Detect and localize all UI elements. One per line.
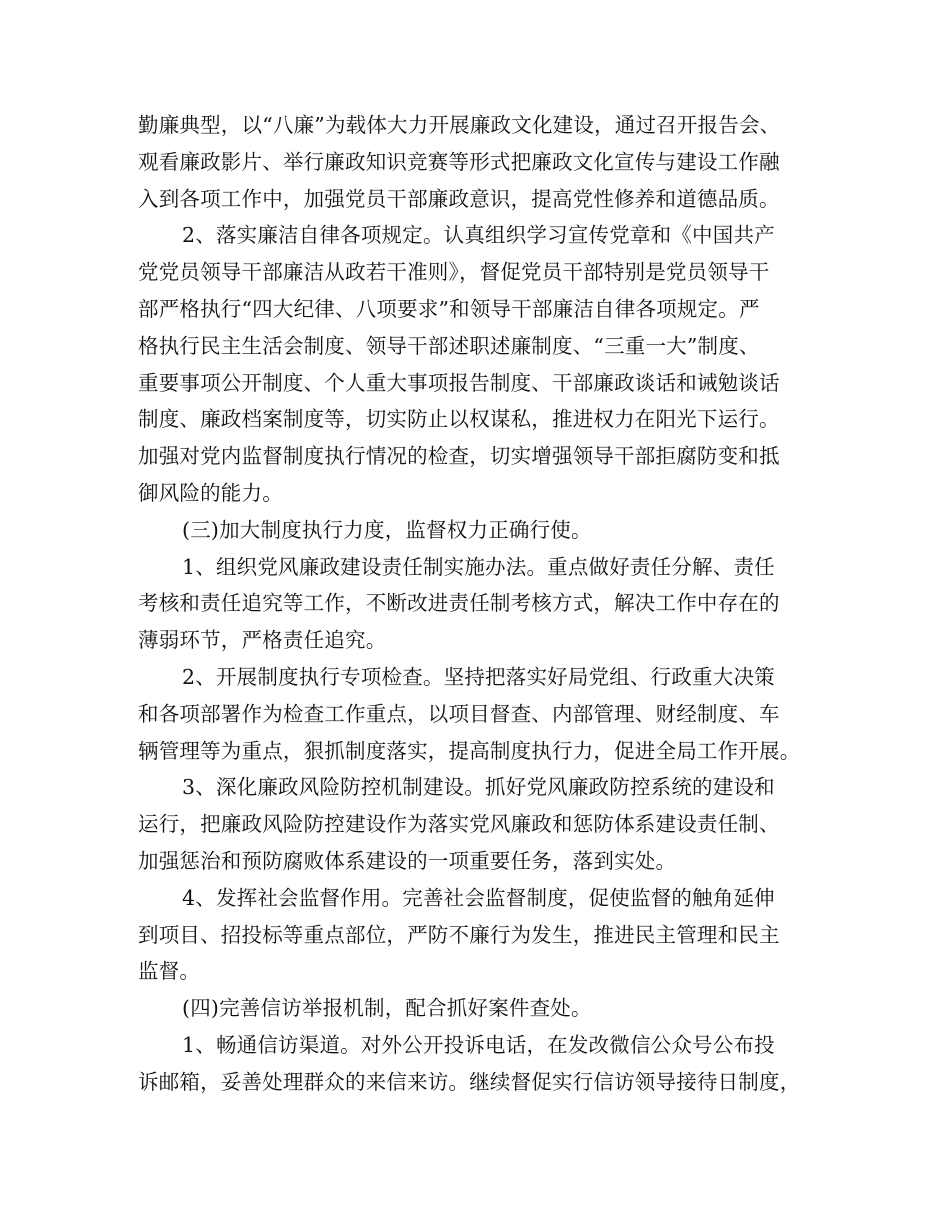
text-line-17: 和各项部署作为检查工作重点，以项目督查、内部管理、财经制度、车 bbox=[138, 701, 780, 726]
text-line-22: 4、发挥社会监督作用。完善社会监督制度，促使监督的触角延伸 bbox=[182, 885, 775, 910]
text-line-14: 考核和责任追究等工作，不断改进责任制考核方式，解决工作中存在的 bbox=[138, 591, 780, 616]
text-line-8: 重要事项公开制度、个人重大事项报告制度、干部廉政谈话和诫勉谈话 bbox=[138, 370, 780, 395]
text-line-1: 勤廉典型，以“八廉”为载体大力开展廉政文化建设，通过召开报告会、 bbox=[138, 113, 781, 137]
text-line-19: 3、深化廉政风险防控机制建设。抓好党风廉政防控系统的建设和 bbox=[182, 775, 775, 800]
text-line-2: 观看廉政影片、举行廉政知识竞赛等形式把廉政文化宣传与建设工作融 bbox=[138, 149, 780, 174]
text-line-26: 1、畅通信访渠道。对外公开投诉电话，在发改微信公众号公布投 bbox=[182, 1032, 775, 1057]
text-line-5: 党党员领导干部廉洁从政若干准则》，督促党员干部特别是党员领导干 bbox=[138, 260, 770, 285]
text-line-9: 制度、廉政档案制度等，切实防止以权谋私，推进权力在阳光下运行。 bbox=[138, 407, 780, 432]
text-line-24: 监督。 bbox=[138, 959, 201, 984]
text-line-13: 1、组织党风廉政建设责任制实施办法。重点做好责任分解、责任 bbox=[182, 554, 775, 579]
text-line-7: 格执行民主生活会制度、领导干部述职述廉制度、“三重一大”制度、 bbox=[138, 333, 760, 358]
section-heading-4: (四)完善信访举报机制，配合抓好案件查处。 bbox=[182, 996, 592, 1021]
text-line-21: 加强惩治和预防腐败体系建设的一项重要任务，落到实处。 bbox=[138, 848, 677, 873]
text-line-10: 加强对党内监督制度执行情况的检查，切实增强领导干部拒腐防变和抵 bbox=[138, 444, 780, 469]
text-line-16: 2、开展制度执行专项检查。坚持把落实好局党组、行政重大决策 bbox=[182, 664, 775, 689]
text-line-20: 运行，把廉政风险防控建设作为落实党风廉政和惩防体系建设责任制、 bbox=[138, 812, 780, 837]
text-line-3: 入到各项工作中，加强党员干部廉政意识，提高党性修养和道德品质。 bbox=[138, 186, 780, 211]
text-line-4: 2、落实廉洁自律各项规定。认真组织学习宣传党章和《中国共产 bbox=[182, 223, 775, 248]
text-line-15: 薄弱环节，严格责任追究。 bbox=[138, 628, 387, 653]
section-heading-3: (三)加大制度执行力度，监督权力正确行使。 bbox=[182, 517, 592, 542]
text-line-11: 御风险的能力。 bbox=[138, 480, 283, 505]
document-body bbox=[138, 107, 838, 1101]
text-line-27: 诉邮箱，妥善处理群众的来信来访。继续督促实行信访领导接待日制度， bbox=[138, 1069, 801, 1094]
text-line-6: 部严格执行“四大纪律、八项要求”和领导干部廉洁自律各项规定。严 bbox=[138, 296, 760, 321]
text-line-18: 辆管理等为重点，狠抓制度落实，提高制度执行力，促进全局工作开展。 bbox=[138, 738, 801, 763]
text-line-23: 到项目、招投标等重点部位，严防不廉行为发生，推进民主管理和民主 bbox=[138, 922, 780, 947]
